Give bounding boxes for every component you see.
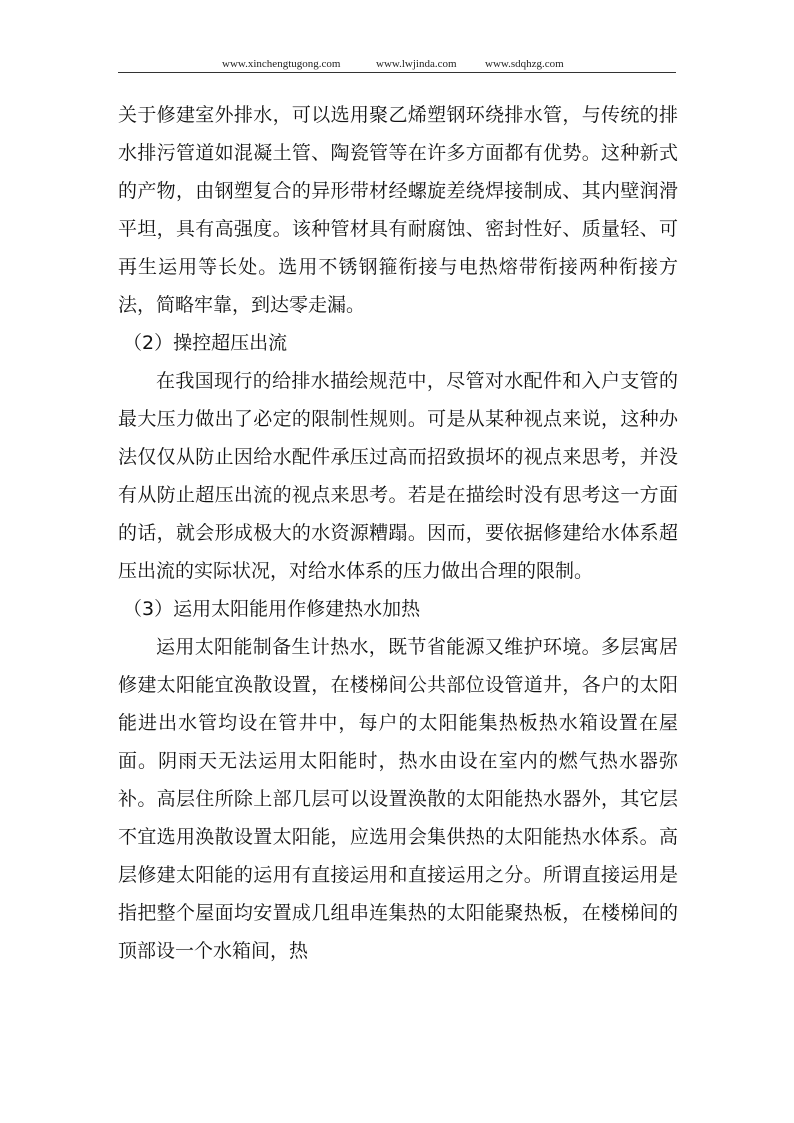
paragraph-overpressure: 在我国现行的给排水描绘规范中，尽管对水配件和入户支管的最大压力做出了必定的限制性规则。可是从某种视点来说，这种办法仅仅从防止因给水配件承压过高而招致损坏的视点来思考，并没有从防止超压出流的视点来思考。若是在描绘时没有思考这一方面的话，就会形成极大的水资源糟蹋。因而，要依据修建给水体系超压出流的实际状况，对给水体系的压力做出合理的限制。 xyxy=(118,370,678,582)
header-site-3: www.sdqhzg.com xyxy=(485,58,564,70)
document-body xyxy=(118,96,678,970)
section-heading-2: （2）操控超压出流 xyxy=(123,332,288,354)
section-heading-3: （3）运用太阳能用作修建热水加热 xyxy=(123,598,421,620)
header-site-2: www.lwjinda.com xyxy=(376,58,457,70)
paragraph-outdoor-drainage: 关于修建室外排水，可以选用聚乙烯塑钢环绕排水管，与传统的排水排污管道如混凝土管、陶瓷管等在许多方面都有优势。这种新式的产物，由钢塑复合的异形带材经螺旋差绕焊接制成、其内壁润滑平坦，具有高强度。该种管材具有耐腐蚀、密封性好、质量轻、可再生运用等长处。选用不锈钢箍衔接与电热熔带衔接两种衔接方法，简略牢靠，到达零走漏。 xyxy=(118,104,678,316)
page-header xyxy=(118,56,676,73)
header-site-1: www.xinchengtugong.com xyxy=(222,58,341,70)
paragraph-solar-heating: 运用太阳能制备生计热水，既节省能源又维护环境。多层寓居修建太阳能宜涣散设置，在楼梯间公共部位设管道井，各户的太阳能进出水管均设在管井中，每户的太阳能集热板热水箱设置在屋面。阴雨天无法运用太阳能时，热水由设在室内的燃气热水器弥补。高层住所除上部几层可以设置涣散的太阳能热水器外，其它层不宜选用涣散设置太阳能，应选用会集供热的太阳能热水体系。高层修建太阳能的运用有直接运用和直接运用之分。所谓直接运用是指把整个屋面均安置成几组串连集热的太阳能聚热板，在楼梯间的顶部设一个水箱间，热 xyxy=(118,636,678,962)
